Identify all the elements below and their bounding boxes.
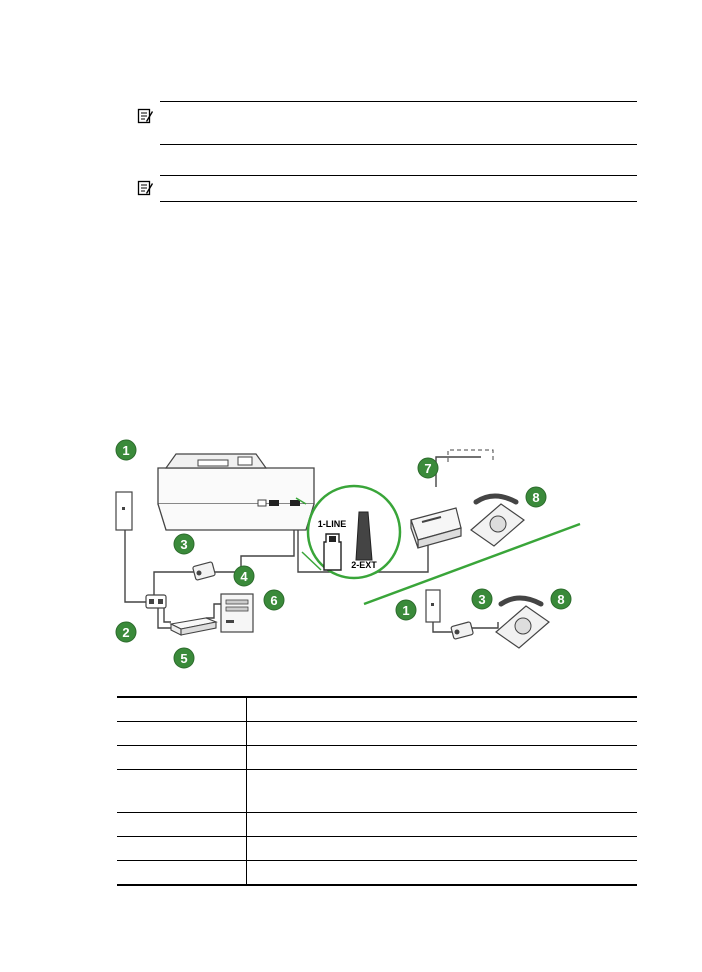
ext-port-label: 2-EXT [351, 560, 377, 570]
svg-text:1: 1 [122, 443, 130, 458]
splitter [146, 595, 166, 608]
note-top-rule [160, 175, 637, 176]
legend-description [247, 722, 638, 746]
legend-number [117, 837, 247, 861]
legend-number [117, 861, 247, 886]
note-top-rule [160, 101, 637, 102]
callout-3 [174, 534, 194, 554]
callout-1-bottom [396, 600, 416, 620]
legend-description [247, 861, 638, 886]
dsl-filter [193, 562, 216, 581]
svg-text:2: 2 [122, 625, 130, 640]
table-row [117, 722, 637, 746]
note-bottom-rule [160, 201, 637, 202]
legend-number [117, 746, 247, 770]
svg-text:7: 7 [424, 461, 432, 476]
callout-7 [418, 458, 438, 478]
dsl-modem [171, 618, 216, 635]
table-row [117, 697, 637, 722]
svg-text:6: 6 [270, 593, 278, 608]
line-port-label: 1-LINE [317, 519, 347, 529]
callout-3-bottom [472, 589, 492, 609]
note-bottom-rule [160, 144, 637, 145]
legend-description [247, 697, 638, 722]
wall-jack [116, 492, 132, 530]
callout-8 [526, 487, 546, 507]
legend-number [117, 722, 247, 746]
svg-text:1: 1 [402, 603, 410, 618]
svg-text:3: 3 [478, 592, 486, 607]
dsl-filter [451, 622, 474, 640]
legend-description [247, 837, 638, 861]
wall-jack [426, 590, 440, 622]
telephone [496, 598, 549, 648]
callout-5 [174, 648, 194, 668]
callout-4 [234, 566, 254, 586]
callout-1 [116, 440, 136, 460]
answering-machine [411, 508, 461, 548]
svg-text:5: 5 [180, 651, 188, 666]
legend-description [247, 746, 638, 770]
svg-text:8: 8 [532, 490, 540, 505]
svg-text:3: 3 [180, 537, 188, 552]
table-row [117, 861, 637, 886]
telephone [471, 496, 524, 546]
fax-setup-diagram [106, 432, 606, 672]
note-icon [137, 108, 153, 124]
table-row [117, 770, 637, 813]
table-row [117, 746, 637, 770]
legend-description [247, 813, 638, 837]
table-row [117, 813, 637, 837]
note-icon [137, 180, 153, 196]
svg-text:4: 4 [240, 569, 248, 584]
table-row [117, 837, 637, 861]
legend-number [117, 697, 247, 722]
callout-8-bottom [551, 589, 571, 609]
legend-table [117, 696, 637, 886]
computer [221, 594, 253, 632]
legend-description [247, 770, 638, 813]
callout-6 [264, 590, 284, 610]
callout-2 [116, 622, 136, 642]
printer [158, 454, 314, 530]
legend-number [117, 770, 247, 813]
svg-text:8: 8 [557, 592, 565, 607]
legend-number [117, 813, 247, 837]
